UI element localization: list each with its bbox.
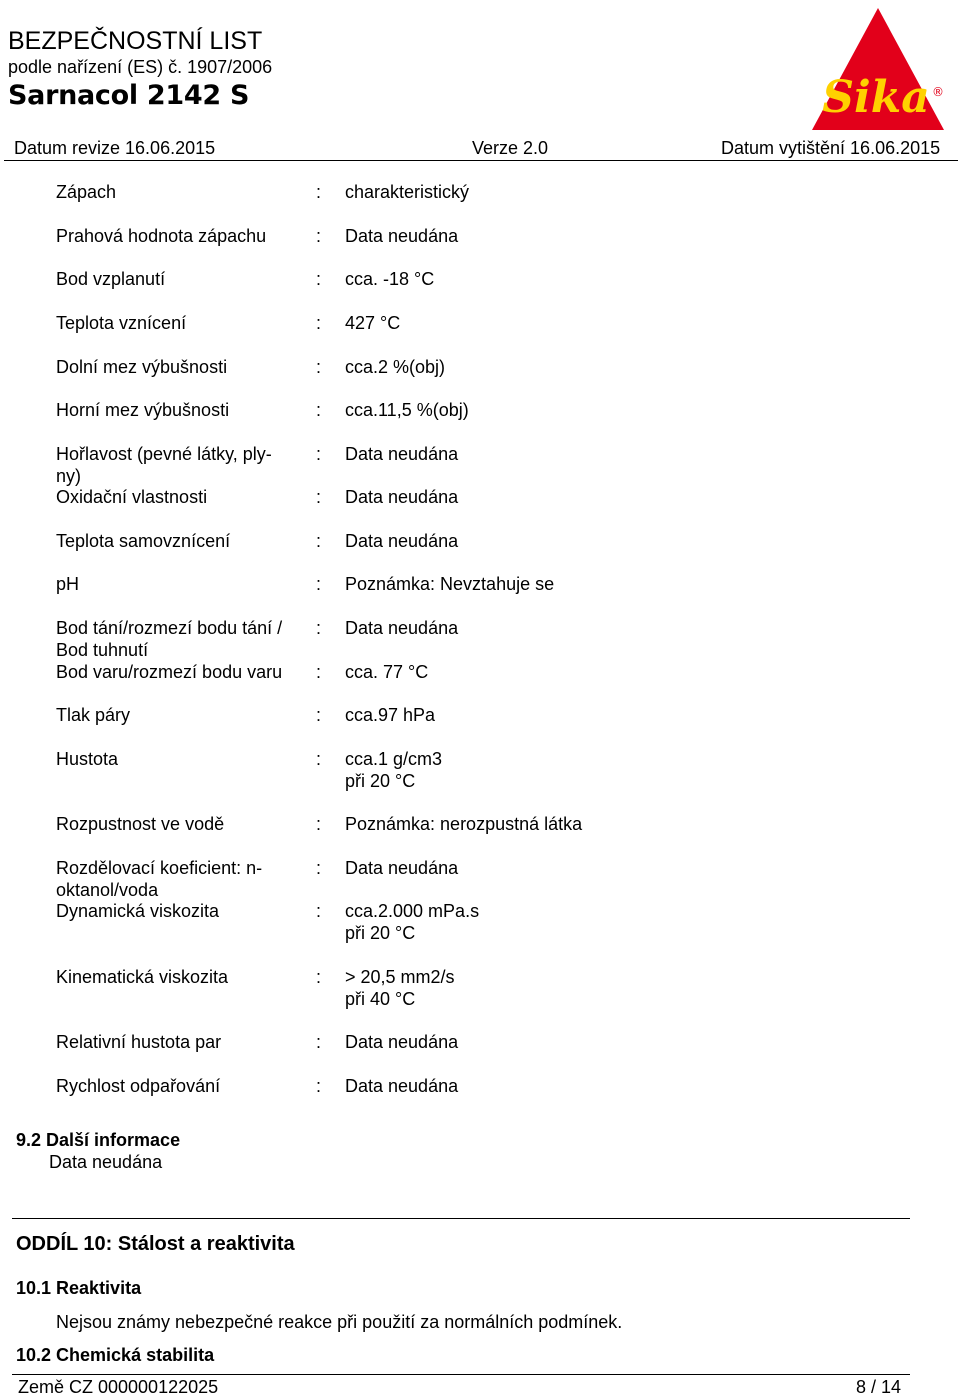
property-label: pH [56, 574, 80, 594]
property-separator: : [316, 662, 322, 682]
property-label: Zápach [56, 182, 117, 202]
property-separator: : [316, 269, 322, 289]
property-label: Teplota samovznícení [56, 531, 231, 551]
property-value: cca. 77 °C [345, 662, 429, 682]
revision-date: Datum revize 16.06.2015 [14, 138, 216, 158]
property-label: Hustota [56, 749, 119, 769]
property-label: Rozdělovací koeficient: n- oktanol/voda [56, 858, 263, 900]
property-value: cca. -18 °C [345, 269, 435, 289]
property-value: Poznámka: Nevztahuje se [345, 574, 555, 594]
subsection-10-1-title: 10.1 Reaktivita [16, 1278, 142, 1298]
property-value: cca.1 g/cm3 při 20 °C [345, 749, 443, 791]
property-separator: : [316, 487, 322, 507]
property-label: Prahová hodnota zápachu [56, 226, 267, 246]
print-date: Datum vytištění 16.06.2015 [721, 138, 941, 158]
section-9-2-text: Data neudána [49, 1152, 163, 1172]
property-value: Data neudána [345, 444, 459, 464]
subsection-10-2-title: 10.2 Chemická stabilita [16, 1345, 215, 1365]
property-value: charakteristický [345, 182, 470, 202]
property-separator: : [316, 182, 322, 202]
property-label: Teplota vznícení [56, 313, 187, 333]
property-value: Data neudána [345, 1076, 459, 1096]
property-value: cca.2.000 mPa.s při 20 °C [345, 901, 480, 943]
property-label: Hořlavost (pevné látky, ply- ny) [56, 444, 272, 486]
property-separator: : [316, 1076, 322, 1096]
property-value: > 20,5 mm2/s při 40 °C [345, 967, 455, 1009]
property-separator: : [316, 814, 322, 834]
header-divider [4, 160, 958, 161]
property-value: Poznámka: nerozpustná látka [345, 814, 583, 834]
property-value: Data neudána [345, 531, 459, 551]
section-10-title: ODDÍL 10: Stálost a reaktivita [16, 1233, 295, 1255]
property-separator: : [316, 357, 322, 377]
regulation-reference: podle nařízení (ES) č. 1907/2006 [8, 57, 273, 77]
footer-divider [12, 1374, 910, 1375]
property-separator: : [316, 400, 322, 420]
property-separator: : [316, 313, 322, 333]
footer-country-code: Země CZ 000000122025 [18, 1377, 219, 1397]
section-10-divider [12, 1218, 910, 1219]
property-value: 427 °C [345, 313, 401, 333]
property-label: Dolní mez výbušnosti [56, 357, 228, 377]
property-separator: : [316, 749, 322, 769]
logo-wordmark: Sika [822, 72, 930, 123]
property-label: Bod vzplanutí [56, 269, 166, 289]
sika-logo [810, 4, 946, 134]
property-label: Bod tání/rozmezí bodu tání / Bod tuhnutí [56, 618, 283, 660]
property-separator: : [316, 967, 322, 987]
property-label: Horní mez výbušnosti [56, 400, 230, 420]
property-label: Rozpustnost ve vodě [56, 814, 225, 834]
property-separator: : [316, 858, 322, 878]
property-label: Relativní hustota par [56, 1032, 222, 1052]
property-separator: : [316, 705, 322, 725]
document-title: BEZPEČNOSTNÍ LIST [8, 27, 263, 55]
property-label: Rychlost odpařování [56, 1076, 221, 1096]
product-name: Sarnacol 2142 S [8, 80, 250, 111]
property-value: cca.2 %(obj) [345, 357, 446, 377]
property-separator: : [316, 531, 322, 551]
property-label: Dynamická viskozita [56, 901, 220, 921]
logo-registered-mark: ® [932, 85, 944, 99]
property-separator: : [316, 226, 322, 246]
property-value: cca.97 hPa [345, 705, 436, 725]
section-9-2-title: 9.2 Další informace [16, 1130, 181, 1150]
property-separator: : [316, 1032, 322, 1052]
property-label: Tlak páry [56, 705, 131, 725]
property-value: cca.11,5 %(obj) [345, 400, 469, 420]
property-separator: : [316, 618, 322, 638]
property-separator: : [316, 444, 322, 464]
footer-page-number: 8 / 14 [856, 1377, 902, 1397]
property-label: Oxidační vlastnosti [56, 487, 208, 507]
property-value: Data neudána [345, 226, 459, 246]
property-value: Data neudána [345, 487, 459, 507]
property-separator: : [316, 901, 322, 921]
property-value: Data neudána [345, 1032, 459, 1052]
property-separator: : [316, 574, 322, 594]
property-value: Data neudána [345, 618, 459, 638]
property-label: Kinematická viskozita [56, 967, 229, 987]
property-label: Bod varu/rozmezí bodu varu [56, 662, 283, 682]
version: Verze 2.0 [472, 138, 549, 158]
property-value: Data neudána [345, 858, 459, 878]
subsection-10-1-text: Nejsou známy nebezpečné reakce při použití za normálních podmínek. [56, 1312, 623, 1332]
